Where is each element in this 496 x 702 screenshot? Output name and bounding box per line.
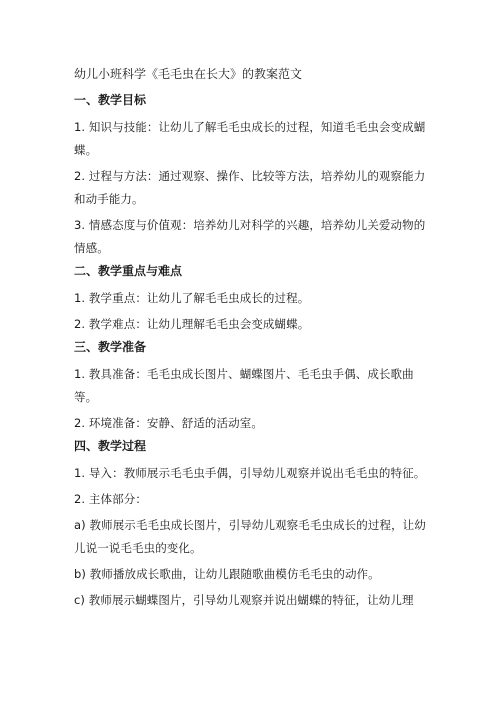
section-preparation [74, 339, 436, 435]
paragraph: a) 教师展示毛毛虫成长图片，引导幼儿观察毛毛虫成长的过程，让幼儿说一说毛毛虫的变化。 [74, 518, 426, 555]
paragraph: 1. 导入：教师展示毛毛虫手偶，引导幼儿观察并说出毛毛虫的特征。 [74, 466, 426, 480]
section-process [74, 438, 436, 612]
paragraph: 2. 环境准备：安静、舒适的活动室。 [74, 416, 263, 430]
paragraph: 2. 教学难点：让幼儿理解毛毛虫会变成蝴蝶。 [74, 317, 310, 331]
paragraph: 2. 主体部分： [74, 492, 147, 506]
paragraph: 2. 过程与方法：通过观察、操作、比较等方法，培养幼儿的观察能力和动手能力。 [74, 169, 426, 206]
paragraph: 1. 教学重点：让幼儿了解毛毛虫成长的过程。 [74, 291, 310, 305]
paragraph: 3. 情感态度与价值观：培养幼儿对科学的兴趣，培养幼儿关爱动物的情感。 [74, 218, 426, 255]
section-heading: 二、教学重点与难点 [74, 264, 183, 278]
section-heading: 一、教学目标 [74, 93, 147, 107]
paragraph: c) 教师展示蝴蝶图片，引导幼儿观察并说出蝴蝶的特征，让幼儿理 [74, 593, 414, 607]
section-objectives [74, 92, 436, 260]
document-title: 幼儿小班科学《毛毛虫在长大》的教案范文 [74, 67, 303, 81]
paragraph: b) 教师播放成长歌曲，让幼儿跟随歌曲模仿毛毛虫的动作。 [74, 567, 380, 581]
paragraph: 1. 教具准备：毛毛虫成长图片、蝴蝶图片、毛毛虫手偶、成长歌曲等。 [74, 367, 414, 404]
paragraph: 1. 知识与技能：让幼儿了解毛毛虫成长的过程，知道毛毛虫会变成蝴蝶。 [74, 120, 426, 157]
section-heading: 四、教学过程 [74, 439, 147, 453]
section-key-points [74, 263, 436, 336]
section-heading: 三、教学准备 [74, 340, 147, 354]
